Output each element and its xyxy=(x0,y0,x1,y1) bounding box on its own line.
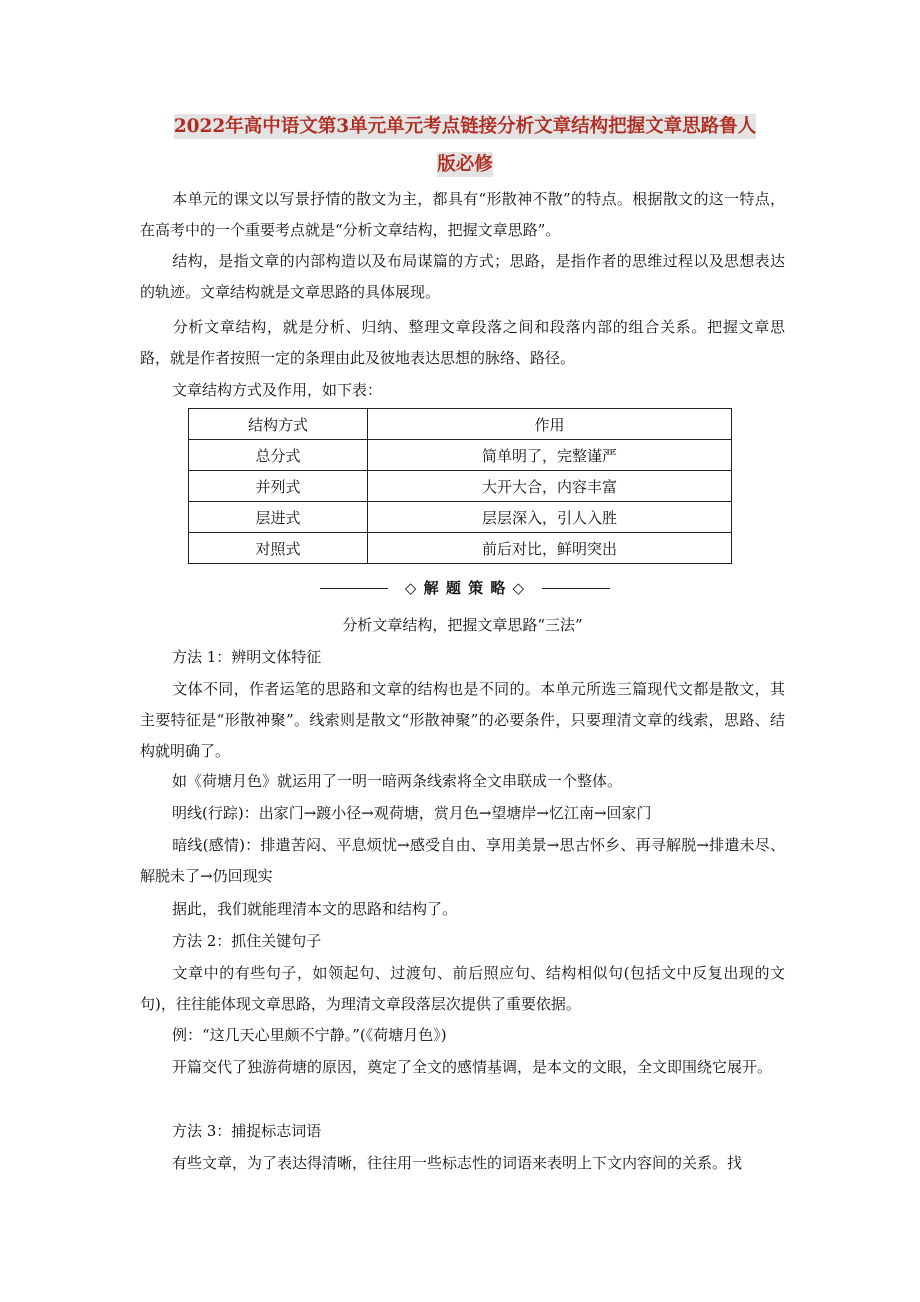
method1-example-intro: 如《荷塘月色》就运用了一明一暗两条线索将全文串联成一个整体。 xyxy=(172,772,623,790)
method3-paragraph: 有些文章，为了表达得清晰，往往用一些标志性的词语来表明上下文内容间的关系。找 xyxy=(172,1154,743,1172)
table-cell: 并列式 xyxy=(189,471,368,502)
method1-paragraph: 文体不同，作者运笔的思路和文章的结构也是不同的。本单元所选三篇现代文都是散文，其主要特征是“形散神聚”。线索则是散文“形散神聚”的必要条件，只要理清文章的线索，思路、结构就明确了。 xyxy=(140,680,785,760)
paragraph-structure-def: 结构，是指文章的内部构造以及布局谋篇的方式；思路，是指作者的思维过程以及思想表达的轨迹。文章结构就是文章思路的具体展现。 xyxy=(140,252,785,301)
strategy-heading xyxy=(310,576,610,600)
paragraph-table-intro: 文章结构方式及作用，如下表： xyxy=(172,381,383,399)
table-cell: 总分式 xyxy=(189,440,368,471)
method2-paragraph: 文章中的有些句子，如领起句、过渡句、前后照应句、结构相似句(包括文中反复出现的文句)，往往能体现文章思路，为理清文章段落层次提供了重要依据。 xyxy=(140,964,785,1013)
method2-example: 例：“这几天心里颇不宁静。”(《荷塘月色》) xyxy=(172,1026,447,1044)
table-cell: 简单明了，完整谨严 xyxy=(368,440,732,471)
table-row xyxy=(189,440,732,471)
method1-heading: 方法 1：辨明文体特征 xyxy=(172,648,322,666)
table-header-cell: 结构方式 xyxy=(189,409,368,440)
table-cell: 前后对比，鲜明突出 xyxy=(368,533,732,564)
method2-heading: 方法 2：抓住关键句子 xyxy=(172,932,322,950)
paragraph-analysis-def: 分析文章结构，就是分析、归纳、整理文章段落之间和段落内部的组合关系。把握文章思路，就是作者按照一定的条理由此及彼地表达思想的脉络、路径。 xyxy=(140,318,785,367)
method1-conclusion: 据此，我们就能理清本文的思路和结构了。 xyxy=(172,900,458,918)
section-subtitle: 分析文章结构，把握文章思路“三法” xyxy=(342,616,583,634)
method1-dark-line: 暗线(感情)：排遣苦闷、平息烦忧→感受自由、享用美景→思古怀乡、再寻解脱→排遣未尽、解脱未了→仍回现实 xyxy=(140,836,785,885)
table-cell: 层进式 xyxy=(189,502,368,533)
table-cell: 层层深入，引人入胜 xyxy=(368,502,732,533)
table-cell: 大开大合，内容丰富 xyxy=(368,471,732,502)
table-header-row xyxy=(189,409,732,440)
table-header-cell: 作用 xyxy=(368,409,732,440)
table-cell: 对照式 xyxy=(189,533,368,564)
document-title-line2: 版必修 xyxy=(437,154,493,175)
paragraph-intro: 本单元的课文以写景抒情的散文为主，都具有“形散神不散”的特点。根据散文的这一特点，在高考中的一个重要考点就是“分析文章结构，把握文章思路”。 xyxy=(140,190,785,239)
table-row xyxy=(189,471,732,502)
document-title-line1: 2022年高中语文第3单元单元考点链接分析文章结构把握文章思路鲁人 xyxy=(173,116,757,137)
method1-bright-line: 明线(行踪)：出家门→踱小径→观荷塘，赏月色→望塘岸→忆江南→回家门 xyxy=(172,804,652,822)
method2-explanation: 开篇交代了独游荷塘的原因，奠定了全文的感情基调，是本文的文眼，全文即围绕它展开。 xyxy=(172,1058,773,1076)
strategy-label: ◇ 解 题 策 略 ◇ xyxy=(404,579,526,597)
strategy-rule-left xyxy=(320,588,388,589)
method3-heading: 方法 3：捕捉标志词语 xyxy=(172,1122,322,1140)
structure-table xyxy=(188,408,732,564)
strategy-rule-right xyxy=(542,588,610,589)
table-row xyxy=(189,533,732,564)
table-row xyxy=(189,502,732,533)
